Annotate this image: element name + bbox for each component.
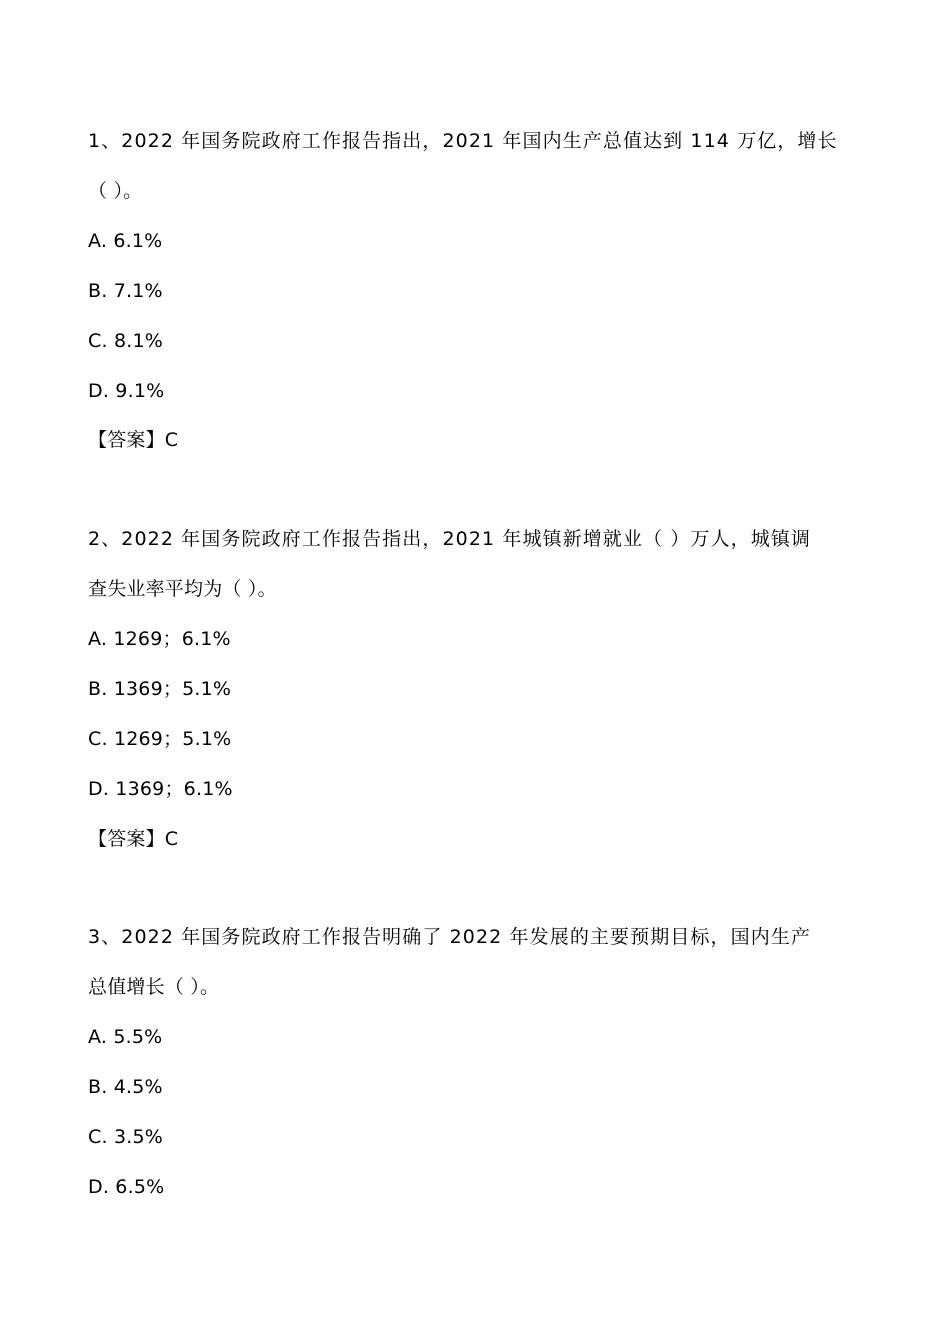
question-2-option-d: D. 1369；6.1%	[88, 778, 233, 800]
question-1-option-d: D. 9.1%	[88, 380, 165, 402]
question-1-option-c: C. 8.1%	[88, 330, 164, 352]
question-2-stem-line-2: 查失业率平均为（ ）。	[88, 578, 277, 600]
question-1-answer: 【答案】C	[88, 429, 179, 451]
question-3-option-d: D. 6.5%	[88, 1176, 165, 1198]
question-2-option-b: B. 1369；5.1%	[88, 678, 232, 700]
question-1-option-b: B. 7.1%	[88, 280, 163, 302]
question-3-option-a: A. 5.5%	[88, 1026, 163, 1048]
question-1-stem-line-1: 1、2022 年国务院政府工作报告指出，2021 年国内生产总值达到 114 万亿，增长	[88, 130, 838, 152]
question-2-stem-line-1: 2、2022 年国务院政府工作报告指出，2021 年城镇新增就业（ ）万人，城镇调	[88, 528, 812, 550]
question-3-stem-line-2: 总值增长（ ）。	[88, 976, 220, 998]
question-2-option-a: A. 1269；6.1%	[88, 628, 231, 650]
question-3-option-c: C. 3.5%	[88, 1126, 164, 1148]
question-2-option-c: C. 1269；5.1%	[88, 728, 232, 750]
question-1-stem-line-2: （ ）。	[88, 180, 143, 202]
question-1-option-a: A. 6.1%	[88, 230, 163, 252]
question-3-stem-line-1: 3、2022 年国务院政府工作报告明确了 2022 年发展的主要预期目标，国内生产	[88, 926, 812, 948]
question-3-option-b: B. 4.5%	[88, 1076, 163, 1098]
question-2-answer: 【答案】C	[88, 828, 179, 850]
